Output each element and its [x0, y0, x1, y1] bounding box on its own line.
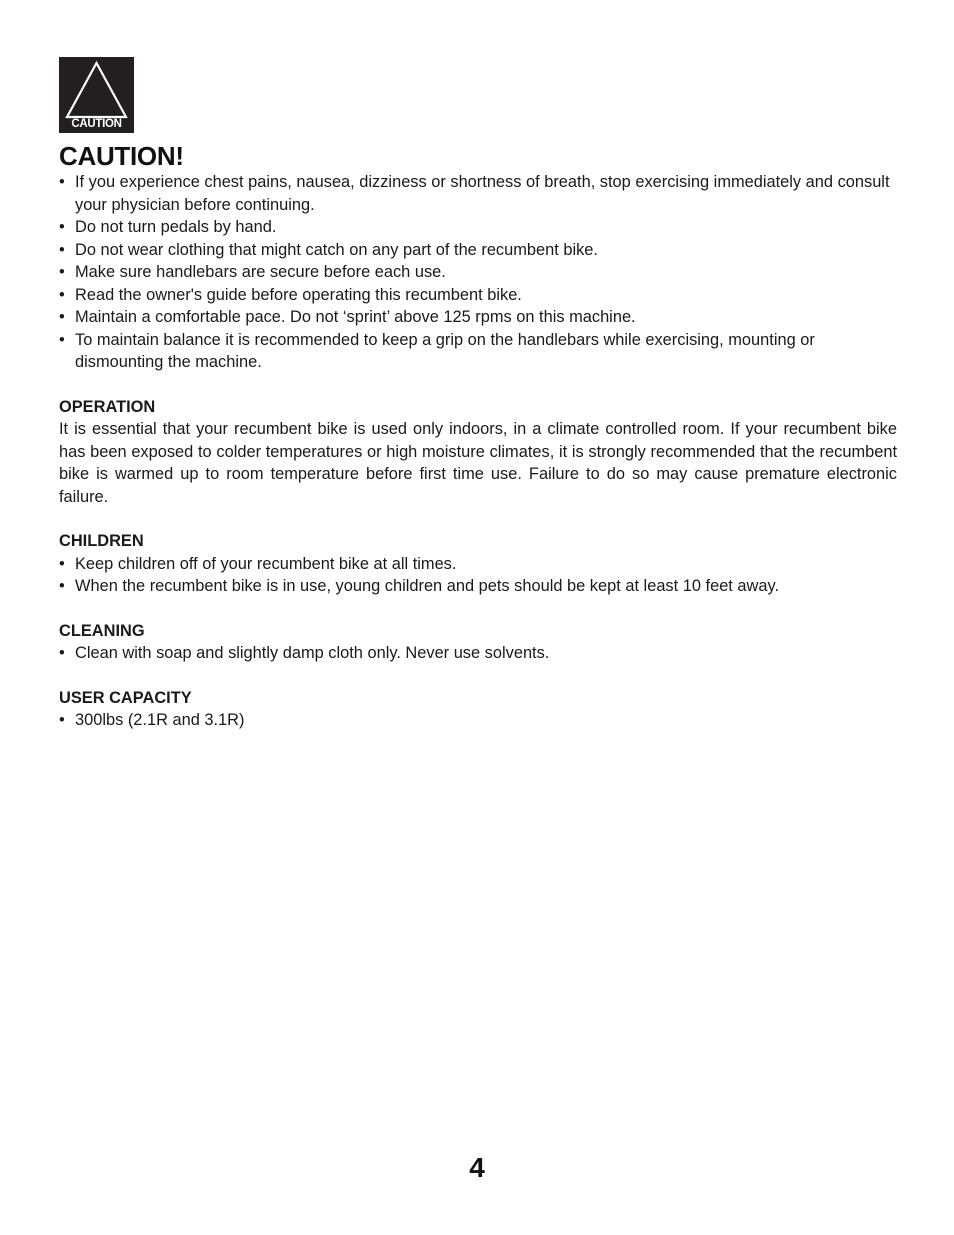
page-number: 4 — [469, 1152, 485, 1183]
caution-item: • Read the owner's guide before operating this recumbent bike. — [59, 284, 899, 307]
cleaning-item: • Clean with soap and slightly damp cloth only. Never use solvents. — [59, 642, 899, 665]
user-capacity-heading: USER CAPACITY — [59, 688, 192, 707]
children-item: • When the recumbent bike is in use, young children and pets should be kept at least 10 feet away. — [59, 575, 899, 598]
caution-list — [59, 171, 899, 374]
caution-title: CAUTION! — [59, 141, 184, 171]
caution-item: • Make sure handlebars are secure before each use. — [59, 261, 899, 284]
cleaning-section — [59, 620, 899, 665]
caution-item: • Maintain a comfortable pace. Do not ‘sprint’ above 125 rpms on this machine. — [59, 306, 899, 329]
user-capacity-section — [59, 687, 899, 732]
children-section — [59, 530, 899, 598]
caution-icon-label: CAUTION — [71, 118, 122, 130]
caution-triangle-icon — [59, 57, 134, 133]
operation-section — [59, 396, 899, 509]
children-item: • Keep children off of your recumbent bike at all times. — [59, 553, 899, 576]
caution-item: • If you experience chest pains, nausea, dizziness or shortness of breath, stop exercising immediately and consult your physician before continuing. — [59, 171, 899, 216]
operation-heading: OPERATION — [59, 397, 156, 416]
children-list — [59, 553, 899, 598]
caution-item: • Do not turn pedals by hand. — [59, 216, 899, 239]
caution-item: • To maintain balance it is recommended to keep a grip on the handlebars while exercising, mounting or dismounting the machine. — [59, 329, 899, 374]
caution-item: • Do not wear clothing that might catch on any part of the recumbent bike. — [59, 239, 899, 262]
manual-page — [59, 57, 899, 732]
user-capacity-item: • 300lbs (2.1R and 3.1R) — [59, 709, 899, 732]
cleaning-list — [59, 642, 899, 665]
children-heading: CHILDREN — [59, 532, 144, 550]
user-capacity-list — [59, 709, 899, 732]
operation-body: It is essential that your recumbent bike is used only indoors, in a climate controlled room. If your recumbent bike has been exposed to colder temperatures or high moisture climates, it is strongly recommended that the recumbent bike is warmed up to room temperature before first time use. Failure to do so may cause premature electronic failure. — [59, 420, 897, 506]
cleaning-heading: CLEANING — [59, 621, 145, 640]
